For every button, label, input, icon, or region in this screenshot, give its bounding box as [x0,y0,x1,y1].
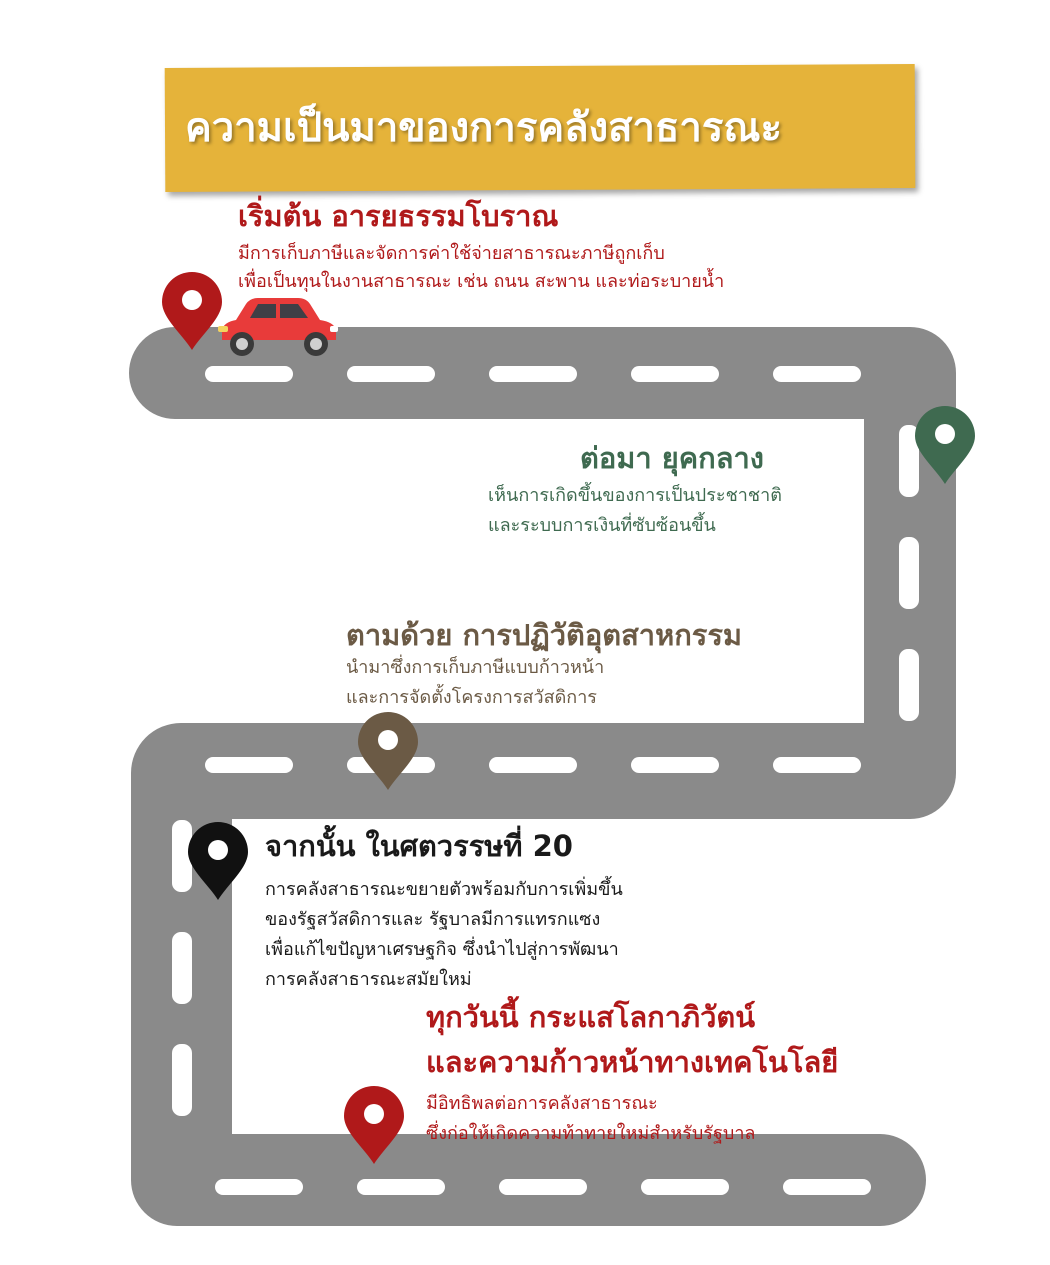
stage-4-heading: จากนั้น ในศตวรรษที่ 20 [265,829,573,863]
stage-5-line-1: มีอิทธิพลต่อการคลังสาธารณะ [426,1093,658,1114]
page-title: ความเป็นมาของการคลังสาธารณะ [185,105,782,151]
stage-5-line-2: ซึ่งก่อให้เกิดความท้าทายใหม่สำหรับรัฐบาล [426,1123,756,1144]
stage-2-line-1: เห็นการเกิดขึ้นของการเป็นประชาชาติ [488,485,782,506]
stage-1-line-1: มีการเก็บภาษีและจัดการค่าใช้จ่ายสาธารณะภาษีถูกเก็บ [238,243,665,264]
stage-2-heading: ต่อมา ยุคกลาง [580,441,764,475]
stage-3-heading: ตามด้วย การปฏิวัติอุตสาหกรรม [346,618,743,652]
stage-4-line-3: เพื่อแก้ไขปัญหาเศรษฐกิจ ซึ่งนำไปสู่การพัฒนา [265,939,619,960]
stage-2-line-2: และระบบการเงินที่ซับซ้อนขึ้น [488,515,716,536]
stage-1-line-2: เพื่อเป็นทุนในงานสาธารณะ เช่น ถนน สะพาน และท่อระบายน้ำ [238,271,725,292]
stage-3-line-2: และการจัดตั้งโครงการสวัสดิการ [346,687,597,708]
stage-4-line-2: ของรัฐสวัสดิการและ รัฐบาลมีการแทรกแซง [265,909,601,930]
stage-5-heading-2: และความก้าวหน้าทางเทคโนโลยี [426,1045,839,1079]
stage-3-line-1: นำมาซึ่งการเก็บภาษีแบบก้าวหน้า [346,657,605,678]
stage-1-heading: เริ่มต้น อารยธรรมโบราณ [238,199,559,233]
stage-4-line-4: การคลังสาธารณะสมัยใหม่ [265,969,472,990]
stage-5-heading: ทุกวันนี้ กระแสโลกาภิวัตน์ [426,1000,756,1034]
stage-4-line-1: การคลังสาธารณะขยายตัวพร้อมกับการเพิ่มขึ้น [265,879,623,900]
